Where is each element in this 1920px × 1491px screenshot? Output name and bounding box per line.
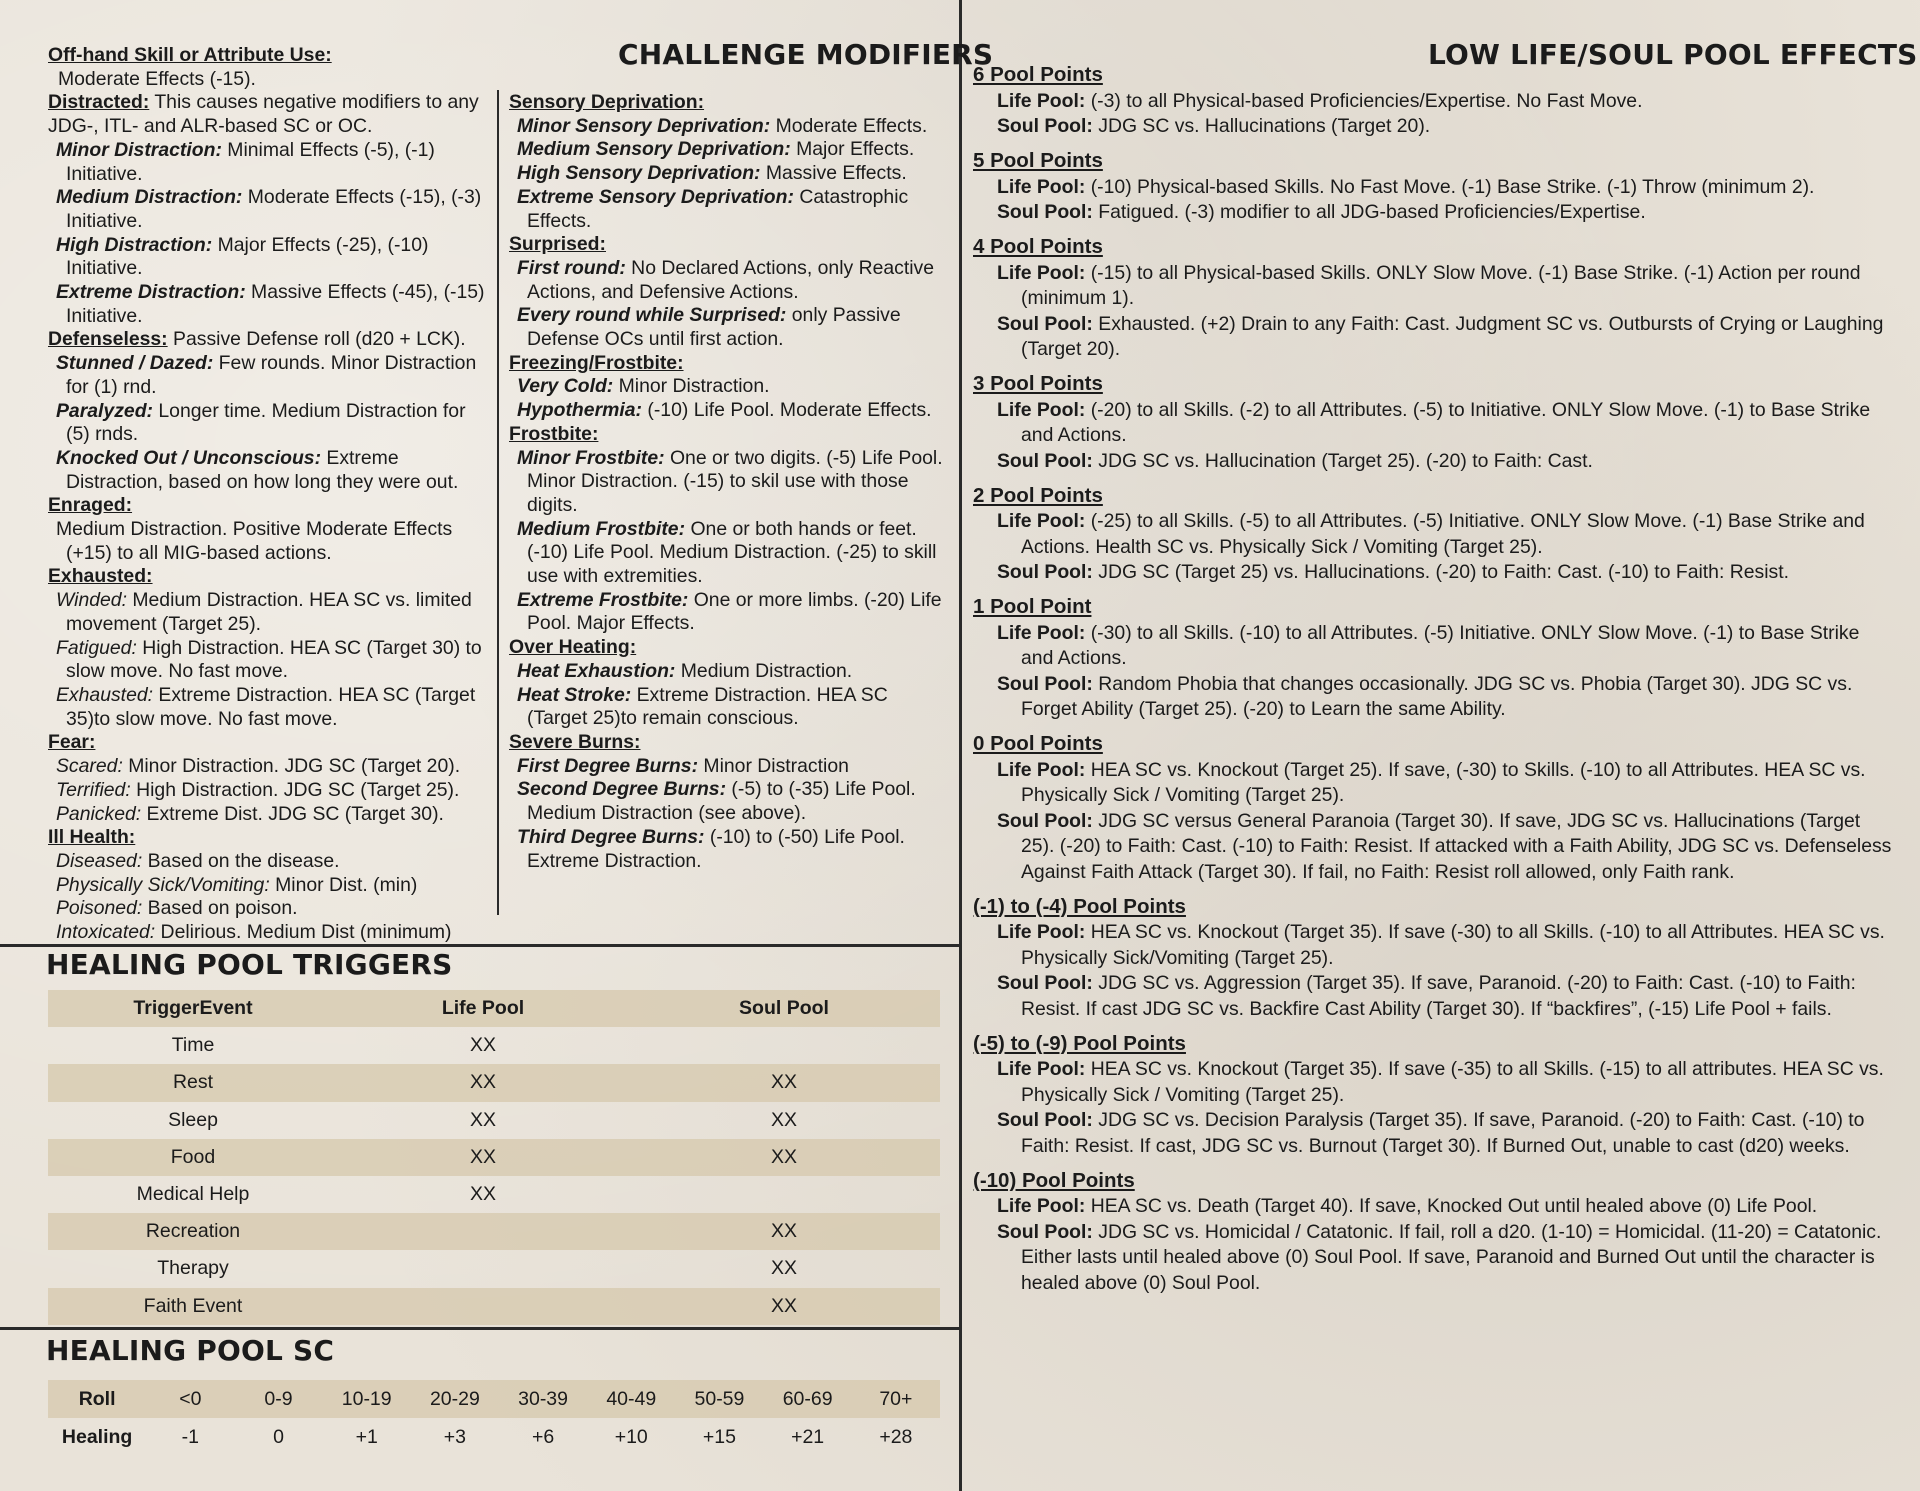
pool-label: Soul Pool: [997,809,1093,832]
modifier-entry [509,399,949,423]
modifier-entry [509,660,949,684]
table-cell: XX [469,1034,496,1057]
modifier-entry [48,897,488,921]
pool-entry [973,560,1893,586]
modifier-label: Stunned / Dazed: [56,352,214,375]
modifier-text: Minor Dist. (min) [269,873,418,896]
heading-text: Surprised: [509,233,606,256]
modifier-entry [48,921,488,945]
pool-text: JDG SC vs. Hallucinations (Target 20). [1092,115,1431,137]
pool-heading-text: 0 Pool Points [973,732,1103,755]
modifier-label: Knocked Out / Unconscious: [56,446,322,469]
table-cell: XX [770,1108,797,1131]
pool-label: Life Pool: [997,921,1086,943]
heading-text: Distracted: [48,91,150,114]
pool-label: Soul Pool: [997,312,1093,335]
pool-text: JDG SC vs. Decision Paralysis (Target 35). If save, Paranoid. (-20) to Faith: Cast. (-10) to Faith: Resist. If cast, JDG SC vs. Burnout (Target 30). If Burned Out, unable to cast (d20) weeks. [1021,1109,1865,1157]
section-heading [48,731,488,755]
pool-heading [973,731,1893,758]
table-cell [338,1250,628,1287]
pool-label: Life Pool: [997,758,1086,781]
modifier-label: Heat Exhaustion: [517,659,676,682]
modifier-text: (-10) Life Pool. Moderate Effects. [641,399,932,422]
header-cell: Soul Pool [628,990,940,1027]
modifier-text: Extreme Distraction, based on how long they were out. [66,446,459,493]
triggers-bottom-divider [0,1327,960,1330]
pool-heading [973,234,1893,261]
modifier-label: Diseased: [56,849,143,872]
pool-entry [973,758,1893,809]
modifier-text: Massive Effects (-45), (-15) Initiative. [66,281,485,327]
pool-text: JDG SC vs. Homicidal / Catatonic. If fail, roll a d20. (1-10) = Homicidal. (11-20) = Catatonic. Either lasts until healed above (0) Soul Pool. If save, Paranoid and Burned Out until the character is healed above (0) Soul Pool. [1021,1220,1882,1294]
pool-entry [973,312,1893,363]
table-cell [628,1176,940,1213]
healing-cell: 0 [273,1425,284,1448]
table-cell: Rest [48,1064,338,1101]
modifier-label: First round: [517,256,626,279]
heading-text: Over Heating: [509,636,637,659]
modifier-label: Extreme Distraction: [56,281,246,304]
modifier-label: Terrified: [56,778,131,801]
modifier-text: Delirious. Medium Dist (minimum) [155,921,452,944]
pool-label: Soul Pool: [997,449,1093,472]
roll-cell: 10-19 [323,1380,411,1418]
modifier-entry [48,281,488,328]
modifier-label: Extreme Frostbite: [517,588,689,611]
pool-entry [973,114,1893,140]
healing-triggers-table [48,990,940,1325]
pool-entry [973,1057,1893,1108]
header-cell: Life Pool [338,990,628,1027]
modifier-label: Intoxicated: [56,921,156,944]
modifier-label: High Sensory Deprivation: [517,162,761,185]
modifier-entry [48,850,488,874]
modifier-label: Second Degree Burns: [517,778,727,801]
heading-text: Exhausted: [48,565,153,588]
pool-entry [973,261,1893,312]
table-cell: Therapy [157,1257,229,1280]
pool-heading-text: 1 Pool Point [973,595,1092,618]
modifier-text: High Distraction. HEA SC (Target 30) to slow move. No fast move. [66,636,482,683]
modifier-label: Medium Sensory Deprivation: [517,138,791,161]
table-cell: Medical Help [136,1183,250,1206]
pool-section [973,371,1893,474]
modifier-entry [48,589,488,636]
pool-label: Soul Pool: [997,972,1093,994]
pool-heading-text: (-10) Pool Points [973,1168,1135,1192]
table-cell: XX [628,1139,940,1176]
healing-cell: +15 [702,1425,736,1448]
pool-text: HEA SC vs. Death (Target 40). If save, Knocked Out until healed above (0) Life Pool. [1085,1195,1818,1217]
pool-heading [973,62,1893,89]
modifier-label: Extreme Sensory Deprivation: [517,185,794,208]
pool-section [973,894,1893,1023]
pool-label: Soul Pool: [997,1220,1093,1243]
pool-entry [973,672,1893,723]
roll-cell: 50-59 [675,1380,763,1418]
heading-text: Sensory Deprivation: [509,91,705,113]
pool-heading [973,1168,1893,1195]
pool-label: Life Pool: [997,1195,1086,1217]
modifier-text: One or both hands or feet. (-10) Life Pool. Medium Distraction. (-25) to skill use with extremities. [527,517,937,588]
pool-entry [973,920,1893,971]
modifier-text: Based on the disease. [142,849,340,872]
pool-text: HEA SC vs. Knockout (Target 25). If save, (-30) to Skills. (-10) to all Attributes. HEA SC vs. Physically Sick / Vomiting (Target 25). [1021,758,1866,806]
pool-label: Life Pool: [997,621,1086,644]
modifier-entry [48,186,488,233]
pool-text: (-10) Physical-based Skills. No Fast Move. (-1) Base Strike. (-1) Throw (minimum 2). [1085,175,1815,198]
table-row [48,1064,940,1101]
modifier-text: Medium Distraction. [675,659,853,682]
modifier-label: Fatigued: [56,636,137,659]
modifier-text: Catastrophic Effects. [527,185,909,232]
modifier-entry [48,874,488,898]
pool-entry [973,971,1893,1022]
modifier-label: Exhausted: [56,683,154,706]
roll-cell: 40-49 [587,1380,675,1418]
pool-text: JDG SC (Target 25) vs. Hallucinations. (-20) to Faith: Cast. (-10) to Faith: Resist. [1092,561,1790,583]
modifier-text: Extreme Distraction. HEA SC (Target 25)to remain conscious. [527,683,888,730]
pool-heading [973,594,1893,621]
modifier-entry [509,162,949,186]
heading-text: Fear: [48,731,96,754]
table-row [48,1102,940,1139]
pool-heading [973,483,1893,510]
roll-cell: 0-9 [234,1380,322,1418]
section-heading [509,352,949,376]
healing-cell: +3 [443,1425,466,1448]
modifier-text: Moderate Effects (-15), (-3) Initiative. [66,186,482,232]
modifier-text: High Distraction. JDG SC (Target 25). [130,778,460,801]
healing-triggers-title: HEALING POOL TRIGGERS [46,948,453,981]
table-cell: Recreation [48,1213,338,1250]
table-cell: XX [338,1139,628,1176]
healing-cell: +21 [791,1425,825,1448]
modifier-label: Very Cold: [517,375,614,398]
header-cell: TriggerEvent [48,990,338,1027]
modifier-text: No Declared Actions, only Reactive Actions, and Defensive Actions. [527,256,935,303]
center-divider [959,0,962,1491]
heading-text: Defenseless: [48,328,168,351]
modifier-text: Major Effects (-25), (-10) Initiative. [66,233,429,280]
modifier-entry [48,779,488,803]
section-heading [48,826,488,850]
modifier-text: Longer time. Medium Distraction for (5) rnds. [66,399,466,446]
modifier-label: Minor Distraction: [56,138,222,161]
modifier-text: Minimal Effects (-5), (-1) Initiative. [66,138,435,185]
healing-cell: +28 [879,1425,913,1448]
pool-heading [973,1031,1893,1058]
pool-section [973,1168,1893,1297]
pool-text: HEA SC vs. Knockout (Target 35). If save (-35) to all Skills. (-15) to all attributes. HEA SC vs. Physically Sick / Vomiting (Target 25). [1021,1058,1884,1106]
modifier-label: First Degree Burns: [517,754,699,777]
modifier-entry [48,139,488,186]
pool-section [973,1031,1893,1160]
modifier-text: Minor Distraction. JDG SC (Target 20). [122,755,461,778]
pool-entry [973,809,1893,886]
modifier-entry [509,778,949,825]
modifier-entry [48,352,488,399]
pool-heading-text: (-1) to (-4) Pool Points [973,894,1186,918]
modifier-text: Few rounds. Minor Distraction for (1) rnd. [66,352,477,398]
healing-sc-title: HEALING POOL SC [46,1334,335,1367]
roll-label: Roll [48,1380,146,1418]
modifier-entry [509,375,949,399]
modifier-text: One or two digits. (-5) Life Pool. Minor Distraction. (-15) to skil use with those digits. [527,446,943,516]
table-row [48,1027,940,1064]
low-life-soul-title: LOW LIFE/SOUL POOL EFFECTS [1428,38,1918,71]
challenge-column-2 [509,91,949,873]
table-cell: XX [770,1257,797,1280]
modifier-label: Medium Frostbite: [517,517,686,540]
table-cell [628,1027,940,1064]
pool-entry [973,1108,1893,1159]
pool-label: Life Pool: [997,510,1086,532]
section-heading [48,44,488,68]
table-cell: XX [469,1108,496,1131]
modifier-entry [509,115,949,139]
modifier-entry [509,257,949,304]
healing-cell: -1 [181,1425,199,1448]
pool-label: Life Pool: [997,398,1086,421]
roll-cell: 60-69 [764,1380,852,1418]
pool-heading [973,371,1893,398]
modifier-label: Every round while Surprised: [517,304,787,327]
pool-heading [973,894,1893,921]
modifier-label: Heat Stroke: [517,683,632,706]
pool-label: Soul Pool: [997,672,1093,695]
modifier-entry [509,826,949,873]
pool-section [973,234,1893,363]
pool-label: Soul Pool: [997,561,1093,583]
modifier-text: only Passive Defense OCs until first action. [527,304,901,351]
table-header-row [48,990,940,1027]
modifier-text: Extreme Distraction. HEA SC (Target 35)to slow move. No fast move. [66,683,476,730]
modifier-text: One or more limbs. (-20) Life Pool. Major Effects. [527,588,942,635]
modifier-entry [509,684,949,731]
modifier-entry [509,186,949,233]
section-heading [509,91,949,115]
roll-cell: 20-29 [411,1380,499,1418]
modifier-label: Medium Distraction: [56,186,243,209]
modifier-entry [48,447,488,494]
pool-section [973,148,1893,226]
pool-entry [973,398,1893,449]
table-cell: XX [628,1288,940,1325]
table-row [48,1250,940,1287]
modifier-label: Minor Sensory Deprivation: [517,114,771,137]
modifier-text: Minor Distraction [698,754,849,777]
healing-cell: +1 [355,1425,378,1448]
pool-text: JDG SC versus General Paranoia (Target 30). If save, JDG SC vs. Hallucinations (Target 25). (-20) to Faith: Cast. (-10) to Faith: Resist. If attacked with a Faith Ability, JDG SC vs. Defenseless Against Faith Attack (Target 30). If fail, no Faith: Resist roll allowed, only Faith rank. [1021,809,1892,883]
roll-cell: 70+ [852,1380,940,1418]
table-cell: Food [48,1139,338,1176]
heading-text: Enraged: [48,494,133,517]
section-heading [509,233,949,257]
roll-cell: 30-39 [499,1380,587,1418]
table-cell: XX [338,1064,628,1101]
modifier-label: Scared: [56,755,123,778]
modifier-label: Physically Sick/Vomiting: [56,873,270,896]
table-cell: Faith Event [48,1288,338,1325]
section-heading [509,636,949,660]
section-heading-line [48,91,488,138]
pool-label: Soul Pool: [997,1109,1093,1131]
table-cell: Sleep [168,1108,218,1131]
modifier-entry [48,684,488,731]
pool-heading-text: 5 Pool Points [973,149,1103,172]
heading-text: Ill Health: [48,826,136,849]
modifier-label: Minor Frostbite: [517,446,665,469]
healing-row [48,1418,940,1456]
modifier-label: Winded: [56,589,127,612]
pool-text: (-25) to all Skills. (-5) to all Attributes. (-5) Initiative. ONLY Slow Move. (-1) Base Strike and Actions. Health SC vs. Physically Sick / Vomiting (Target 25). [1021,510,1865,558]
modifier-entry [509,447,949,518]
modifier-label: Panicked: [56,802,142,825]
pool-heading-text: 3 Pool Points [973,372,1103,395]
modifier-text: Medium Distraction. Positive Moderate Effects (+15) to all MIG-based actions. [56,518,453,564]
pool-entry [973,89,1893,115]
heading-text: Frostbite: [509,422,599,445]
modifier-text: Based on poison. [142,897,298,920]
pool-label: Soul Pool: [997,115,1093,137]
challenge-column-divider [497,90,499,915]
healing-label: Healing [61,1425,133,1448]
table-cell: Time [171,1034,215,1057]
pool-heading-text: 4 Pool Points [973,235,1103,258]
pool-heading-text: (-5) to (-9) Pool Points [973,1031,1186,1055]
section-heading-line [48,328,488,352]
table-cell: XX [628,1213,940,1250]
pool-text: HEA SC vs. Knockout (Target 35). If save (-30) to all Skills. (-10) to all Attributes. HEA SC vs. Physically Sick/Vomiting (Target 25). [1021,921,1885,969]
table-row [48,1288,940,1325]
pool-section [973,483,1893,586]
pool-label: Life Pool: [997,1058,1086,1080]
modifier-text: (-5) to (-35) Life Pool. Medium Distraction (see above). [527,778,916,825]
pool-text: Exhausted. (+2) Drain to any Faith: Cast. Judgment SC vs. Outbursts of Crying or Laughing (Target 20). [1021,312,1884,360]
healing-cell: +10 [614,1425,648,1448]
table-row [48,1139,940,1176]
pool-heading [973,148,1893,175]
table-row [48,1176,940,1213]
modifier-entry [509,138,949,162]
pool-heading-text: 2 Pool Points [973,483,1103,507]
pool-text: Fatigued. (-3) modifier to all JDG-based Proficiencies/Expertise. [1092,201,1646,223]
pool-entry [973,175,1893,201]
modifier-text: Moderate Effects. [770,114,928,137]
section-heading [509,423,949,447]
pool-text: Random Phobia that changes occasionally. JDG SC vs. Phobia (Target 30). JDG SC vs. Forget Ability (Target 25). (-20) to Learn the same Ability. [1021,672,1853,720]
heading-text: Severe Burns: [509,730,641,753]
modifier-entry [509,755,949,779]
modifier-text: Medium Distraction. HEA SC vs. limited movement (Target 25). [66,589,472,635]
body-text: This causes negative modifiers to any JDG-, ITL- and ALR-based SC or OC. [48,91,479,138]
pool-text: (-15) to all Physical-based Skills. ONLY Slow Move. (-1) Base Strike. (-1) Action per round (minimum 1). [1021,261,1861,309]
modifier-text: Extreme Dist. JDG SC (Target 30). [141,802,444,825]
body-text: Moderate Effects (-15). [58,67,256,90]
modifier-text: Massive Effects. [760,162,907,185]
pool-heading-text: 6 Pool Points [973,63,1103,86]
modifier-label: Poisoned: [56,897,143,920]
roll-cell: <0 [146,1380,234,1418]
pool-text: (-20) to all Skills. (-2) to all Attributes. (-5) to Initiative. ONLY Slow Move. (-1) to Base Strike and Actions. [1021,398,1871,446]
low-life-soul-effects [973,62,1893,1305]
pool-label: Life Pool: [997,89,1086,112]
modifier-entry [48,400,488,447]
pool-entry [973,1220,1893,1297]
modifier-text: (-10) to (-50) Life Pool. Extreme Distraction. [527,825,905,872]
table-cell [338,1213,628,1250]
section-heading [48,494,488,518]
modifier-entry [509,589,949,636]
modifier-label: High Distraction: [56,233,213,256]
pool-entry [973,1194,1893,1220]
pool-section [973,594,1893,723]
healing-cell: +6 [531,1425,555,1448]
modifier-entry [509,304,949,351]
section-heading [48,565,488,589]
challenge-modifiers-title: CHALLENGE MODIFIERS [618,38,994,71]
modifier-entry [48,518,488,565]
pool-entry [973,621,1893,672]
pool-section [973,731,1893,885]
modifier-label: Third Degree Burns: [517,825,705,848]
table-row [48,1213,940,1250]
pool-entry [973,449,1893,475]
pool-text: JDG SC vs. Hallucination (Target 25). (-20) to Faith: Cast. [1092,449,1593,472]
modifier-text: Major Effects. [790,138,915,161]
modifier-entry [48,755,488,779]
roll-row [48,1380,940,1418]
modifier-entry [48,234,488,281]
pool-text: JDG SC vs. Aggression (Target 35). If save, Paranoid. (-20) to Faith: Cast. (-10) to Faith: Resist. If cast JDG SC vs. Backfire Cast Ability (Target 30). If “backfires”, (-15) Life Pool + fails. [1021,972,1856,1020]
pool-section [973,62,1893,140]
table-cell [338,1288,628,1325]
modifier-label: Hypothermia: [517,399,642,422]
pool-label: Life Pool: [997,261,1086,284]
challenge-column-1 [48,44,488,945]
pool-label: Life Pool: [997,175,1086,198]
pool-text: (-3) to all Physical-based Proficiencies/Expertise. No Fast Move. [1085,89,1643,112]
healing-sc-table [48,1380,940,1456]
section-heading [509,731,949,755]
pool-entry [973,509,1893,560]
modifier-entry [509,518,949,589]
pool-entry [973,200,1893,226]
pool-text: (-30) to all Skills. (-10) to all Attributes. (-5) Initiative. ONLY Slow Move. (-1) to Base Strike and Actions. [1021,621,1860,669]
modifier-entry [48,803,488,827]
pool-label: Soul Pool: [997,201,1093,223]
table-cell: XX [628,1064,940,1101]
heading-text: Freezing/Frostbite: [509,351,684,374]
table-cell: XX [469,1183,496,1206]
body-text: Passive Defense roll (d20 + LCK). [167,328,466,351]
heading-text: Off-hand Skill or Attribute Use: [48,44,332,66]
modifier-text: Minor Distraction. [613,375,770,398]
modifier-entry [48,637,488,684]
modifier-label: Paralyzed: [56,399,154,422]
